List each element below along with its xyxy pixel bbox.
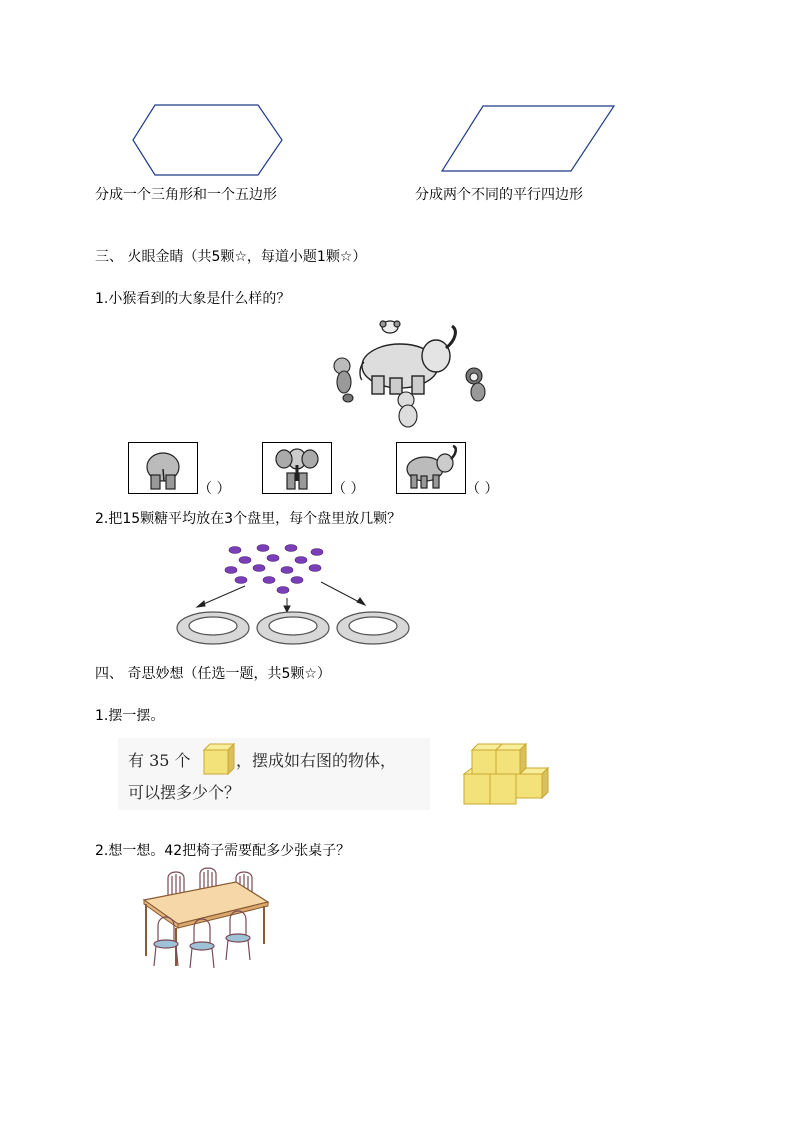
answer-blank-2[interactable]: （ ）: [332, 481, 365, 497]
cube-problem-line2: 可以摆多少个？: [128, 783, 241, 802]
elephant-rear-icon: [129, 443, 197, 493]
parallelogram-shape: [438, 103, 618, 175]
hexagon-shape: [130, 103, 290, 177]
cube-stack-figure: [458, 742, 550, 810]
question-3-2: 2.把15颗糖平均放在3个盘里，每个盘里放几颗？: [95, 511, 402, 527]
plates: [177, 612, 409, 644]
elephant-front-icon: [263, 443, 331, 493]
table-chairs-illustration: [140, 866, 272, 970]
cube-problem-line1b: ，摆成如右图的物体，: [236, 751, 397, 770]
answer-blank-3[interactable]: （ ）: [466, 481, 499, 497]
choice-elephant-rear[interactable]: [128, 442, 198, 494]
hexagon-caption: 分成一个三角形和一个五边形: [95, 187, 277, 203]
candy-plates-illustration: [175, 540, 415, 650]
section4-heading: 四、 奇思妙想（任选一题，共5颗☆）: [95, 666, 331, 682]
choice-elephant-side[interactable]: [396, 442, 466, 494]
choice-elephant-front[interactable]: [262, 442, 332, 494]
cube-problem-line1a: 有 35 个: [128, 751, 191, 770]
candy-pile: [225, 545, 323, 594]
section3-heading: 三、 火眼金睛（共5颗☆，每道小题1颗☆）: [95, 249, 367, 265]
elephant-scene-illustration: [328, 318, 498, 430]
question-4-1: 1.摆一摆。: [95, 708, 165, 724]
parallelogram-caption: 分成两个不同的平行四边形: [415, 187, 583, 203]
elephant-side-icon: [397, 443, 465, 493]
single-cube-icon: [202, 742, 236, 776]
question-4-2: 2.想一想。42把椅子需要配多少张桌子？: [95, 843, 351, 859]
cube-problem-box: [118, 738, 430, 810]
question-3-1: 1.小猴看到的大象是什么样的？: [95, 291, 291, 307]
answer-blank-1[interactable]: （ ）: [198, 481, 231, 497]
